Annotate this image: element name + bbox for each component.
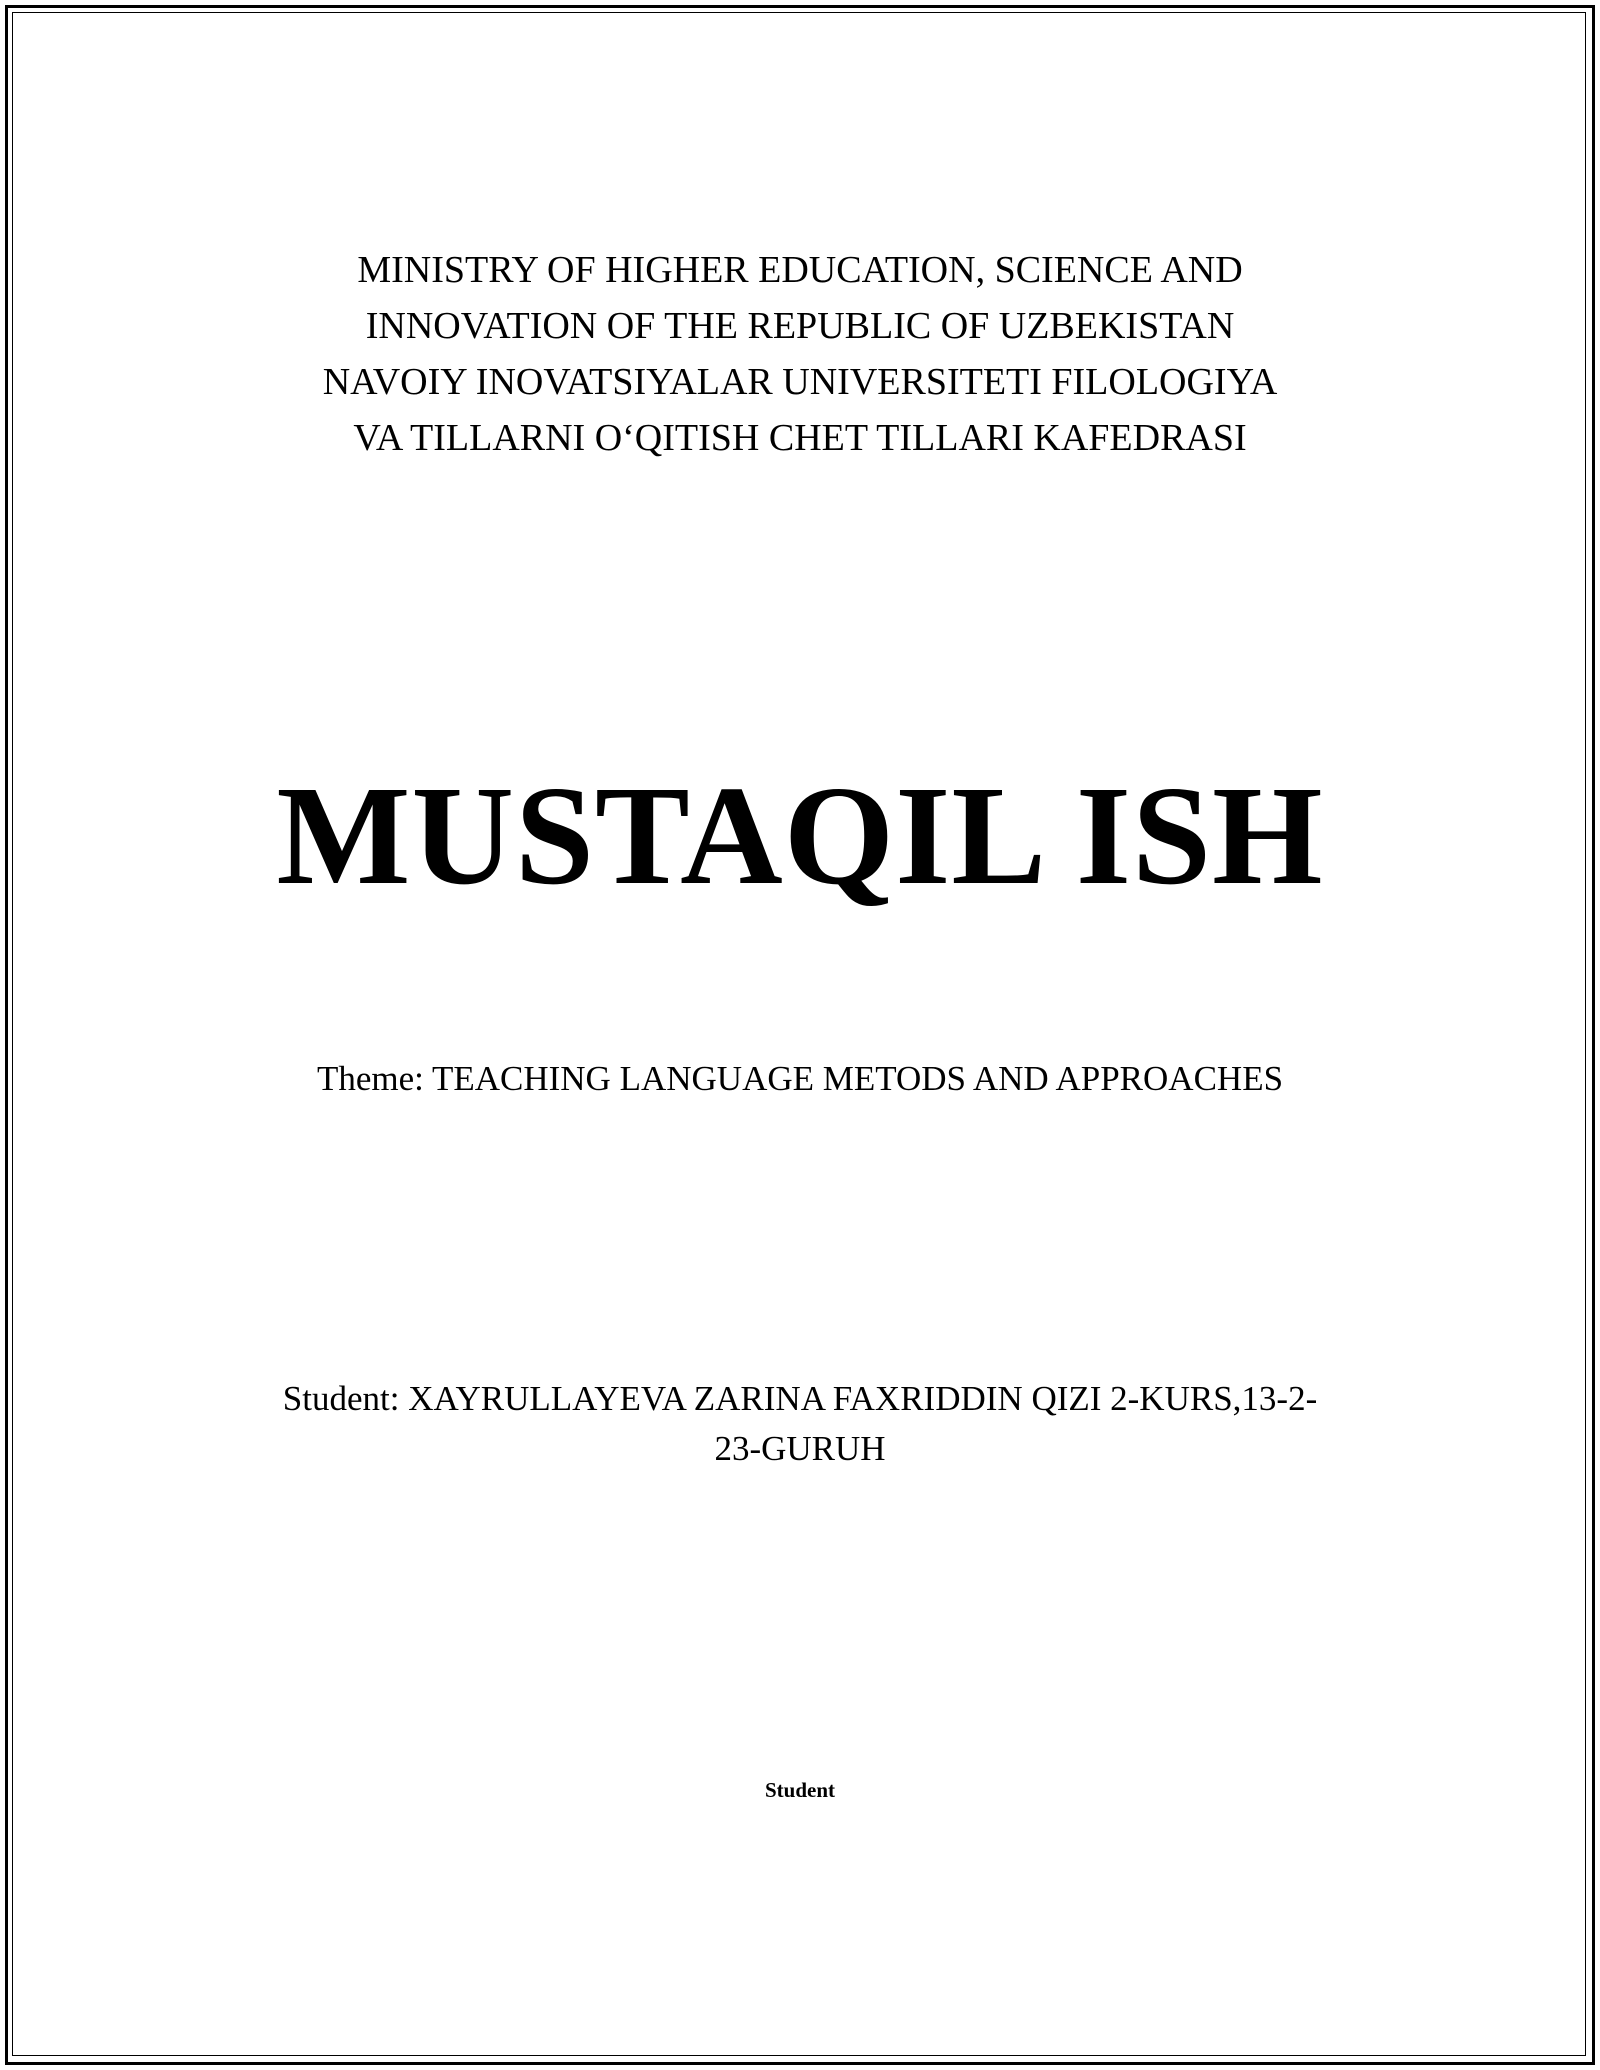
- student-line: 23-GURUH: [714, 1429, 886, 1468]
- student-line: Student: XAYRULLAYEVA ZARINA FAXRIDDIN QIZI 2-KURS,13-2-: [282, 1379, 1318, 1418]
- header-line: MINISTRY OF HIGHER EDUCATION, SCIENCE AND: [357, 249, 1243, 291]
- header-line: NAVOIY INOVATSIYALAR UNIVERSITETI FILOLOGIYA: [322, 361, 1278, 403]
- theme-line: Theme: TEACHING LANGUAGE METODS AND APPROACHES: [316, 1059, 1284, 1098]
- document-title: MUSTAQIL ISH: [276, 756, 1324, 914]
- header-line: INNOVATION OF THE REPUBLIC OF UZBEKISTAN: [365, 305, 1235, 347]
- ministry-header: [0, 242, 1600, 466]
- student-info: [0, 1374, 1600, 1474]
- student-label: Student: [764, 1778, 836, 1802]
- header-line: VA TILLARNI O‘QITISH CHET TILLARI KAFEDRASI: [353, 417, 1247, 459]
